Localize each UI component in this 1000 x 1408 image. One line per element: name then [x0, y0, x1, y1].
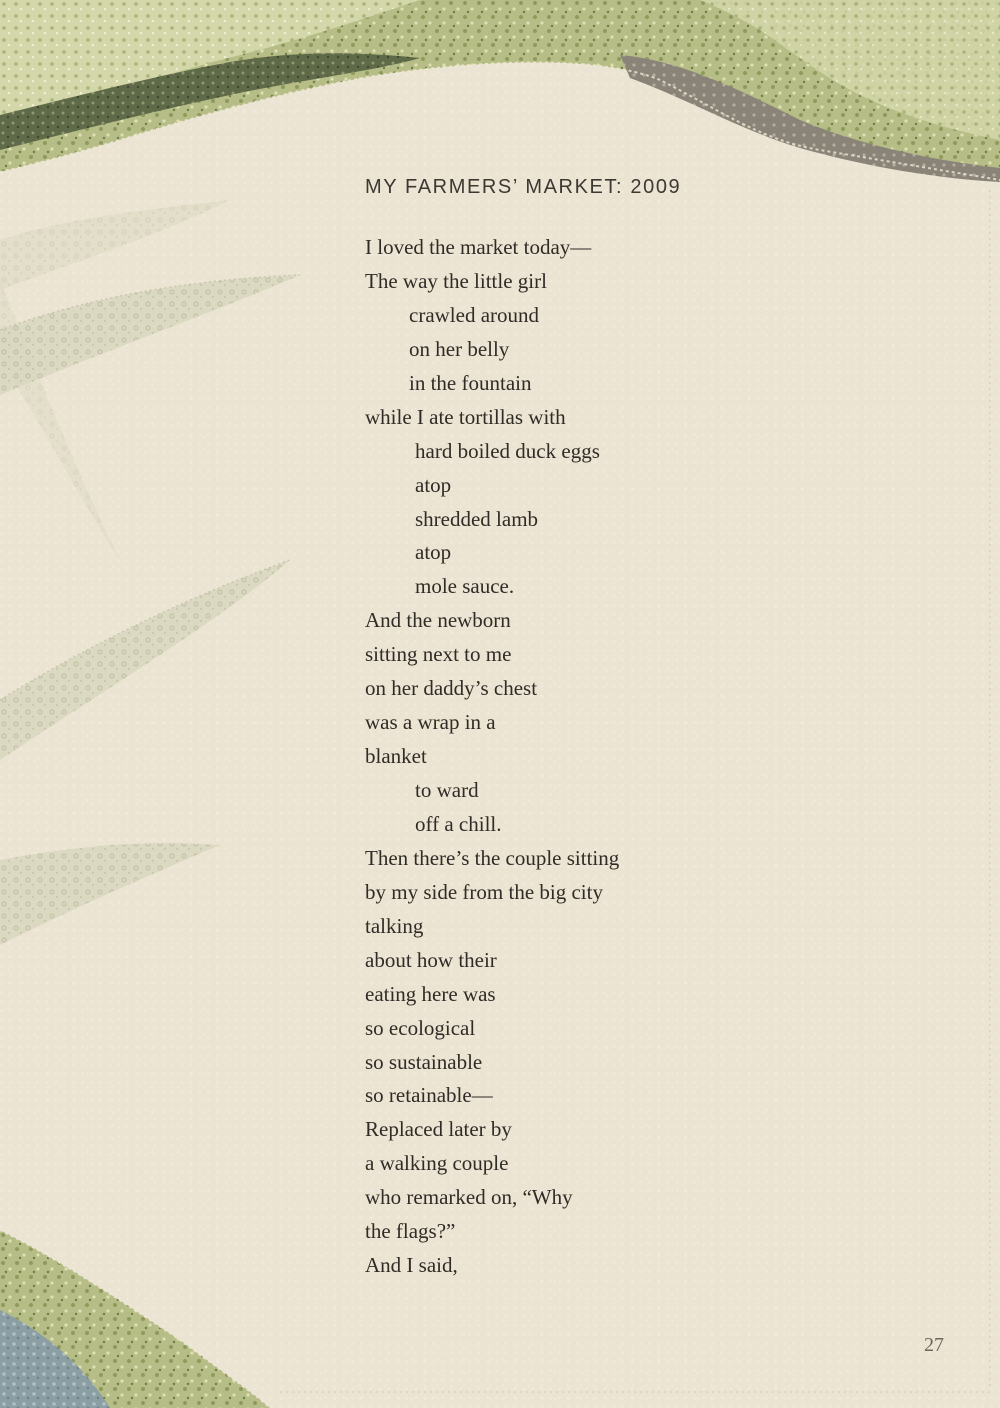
poem-title: MY FARMERS’ MARKET: 2009: [365, 176, 682, 198]
poem-line: was a wrap in a: [365, 710, 496, 735]
poem-line: the flags?”: [365, 1219, 456, 1244]
poem-line: shredded lamb: [415, 506, 539, 531]
poem-line: atop: [415, 472, 452, 497]
poem-line: And I said,: [365, 1253, 458, 1278]
poem-line: on her belly: [409, 336, 510, 361]
poem-line: Replaced later by: [365, 1117, 512, 1142]
poem-line: The way the little girl: [365, 268, 547, 293]
poem-line: mole sauce.: [415, 574, 515, 599]
poem-line: crawled around: [409, 302, 540, 327]
poem-line: blanket: [365, 744, 427, 769]
poem-line: by my side from the big city: [365, 879, 603, 904]
poem-line: talking: [365, 913, 424, 938]
poem-line: on her daddy’s chest: [365, 676, 538, 701]
poem-line: while I ate tortillas with: [365, 404, 566, 429]
poem-line: sitting next to me: [365, 642, 512, 667]
poem-line: who remarked on, “Why: [365, 1185, 573, 1210]
poem-line: I loved the market today—: [365, 235, 592, 259]
poem-line: so ecological: [365, 1015, 476, 1040]
poem-line: to ward: [415, 778, 479, 802]
poem-line: in the fountain: [409, 370, 532, 395]
poem-body: [365, 231, 619, 1283]
poem-line: hard boiled duck eggs: [415, 438, 600, 463]
poem-line: Then there’s the couple sitting: [365, 845, 620, 870]
poem-line: off a chill.: [415, 811, 502, 836]
poem-line: a walking couple: [365, 1151, 509, 1176]
poem-line: so sustainable: [365, 1049, 483, 1074]
poem-line: eating here was: [365, 981, 496, 1006]
poem-line: so retainable—: [365, 1083, 493, 1108]
poem-line: And the newborn: [365, 608, 511, 633]
page-number: 27: [924, 1334, 944, 1356]
poem-line: atop: [415, 540, 452, 565]
poem-line: about how their: [365, 947, 497, 972]
